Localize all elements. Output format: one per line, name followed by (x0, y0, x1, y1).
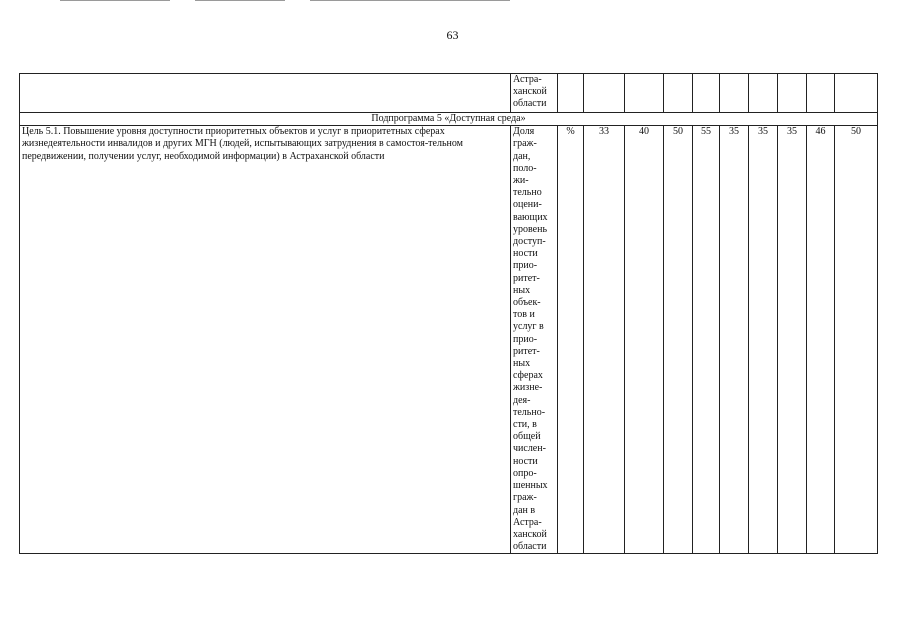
unit-cell (558, 74, 584, 113)
value-cell: 35 (778, 126, 807, 554)
value-cell: 46 (807, 126, 835, 554)
scan-artifact (195, 0, 285, 1)
indicator-line: граж- (513, 492, 537, 504)
value-cell (778, 74, 807, 113)
value-cell: 55 (693, 126, 720, 554)
indicator-line: ритет- (513, 272, 540, 284)
unit-cell: % (558, 126, 584, 554)
page-number: 63 (446, 28, 459, 42)
indicator-line: ханской (513, 528, 547, 540)
indicator-line: Астра- (513, 516, 542, 528)
value-cell (664, 74, 693, 113)
indicator-line: ханской (513, 86, 547, 98)
indicator-line: объек- (513, 297, 541, 309)
indicator-line: тельно (513, 187, 542, 199)
indicator-line: прио- (513, 333, 538, 345)
indicator-line: Доля (513, 126, 535, 138)
indicator-line: дан в (513, 504, 536, 516)
indicator-cell (511, 126, 558, 554)
indicator-line: сти, в (513, 419, 537, 431)
value-cell (835, 74, 878, 113)
indicator-line: граж- (513, 138, 537, 150)
indicator-line: ности (513, 455, 538, 467)
goal-cell-empty (20, 74, 511, 113)
indicator-line: уровень (513, 223, 548, 235)
indicator-line: оцени- (513, 199, 542, 211)
table-row-continuation (20, 74, 878, 113)
indicator-line: дея- (513, 394, 531, 406)
indicator-line: сферах (513, 370, 543, 382)
indicator-line: области (513, 98, 547, 110)
value-cell (584, 74, 625, 113)
indicator-line: доступ- (513, 236, 546, 248)
indicator-cell (511, 74, 558, 113)
indicator-line: числен- (513, 443, 546, 455)
value-cell: 35 (749, 126, 778, 554)
indicator-line: прио- (513, 260, 538, 272)
indicator-line: общей (513, 431, 541, 443)
value-cell: 40 (625, 126, 664, 554)
indicator-line: ных (513, 358, 531, 370)
value-cell: 35 (720, 126, 749, 554)
indicator-line: ритет- (513, 345, 540, 357)
indicator-line: дан, (513, 150, 531, 162)
indicator-line: ных (513, 284, 531, 296)
value-cell (625, 74, 664, 113)
scan-artifact (310, 0, 510, 1)
value-cell (749, 74, 778, 113)
value-cell: 33 (584, 126, 625, 554)
goal-row (20, 126, 878, 554)
scan-artifact (60, 0, 170, 1)
subprogram-row (20, 113, 878, 126)
indicator-line: Астра- (513, 74, 542, 85)
indicator-line: тельно- (513, 406, 546, 418)
value-cell: 50 (835, 126, 878, 554)
indicator-line: поло- (513, 162, 537, 174)
indicators-table (19, 73, 878, 554)
value-cell (720, 74, 749, 113)
indicator-line: шенных (513, 480, 548, 492)
indicator-line: услуг в (513, 321, 544, 333)
subprogram-title: Подпрограмма 5 «Доступная среда» (20, 113, 878, 126)
indicator-line: тов и (513, 309, 535, 321)
goal-text: Цель 5.1. Повышение уровня доступности приоритетных объектов и услуг в приоритетных сферах жизнедеятельности инвалидов и других МГН (людей, испытывающих затруднения в самостоя-тельном передвижении, получении услуг, необходимой информации) в Астраханской области (20, 126, 511, 554)
indicator-line: ности (513, 248, 538, 260)
indicator-line: опро- (513, 467, 537, 479)
value-cell (807, 74, 835, 113)
indicator-line: вающих (513, 211, 548, 223)
value-cell: 50 (664, 126, 693, 554)
indicator-line: жи- (513, 175, 529, 187)
value-cell (693, 74, 720, 113)
indicator-line: области (513, 541, 547, 553)
indicator-line: жизне- (513, 382, 543, 394)
